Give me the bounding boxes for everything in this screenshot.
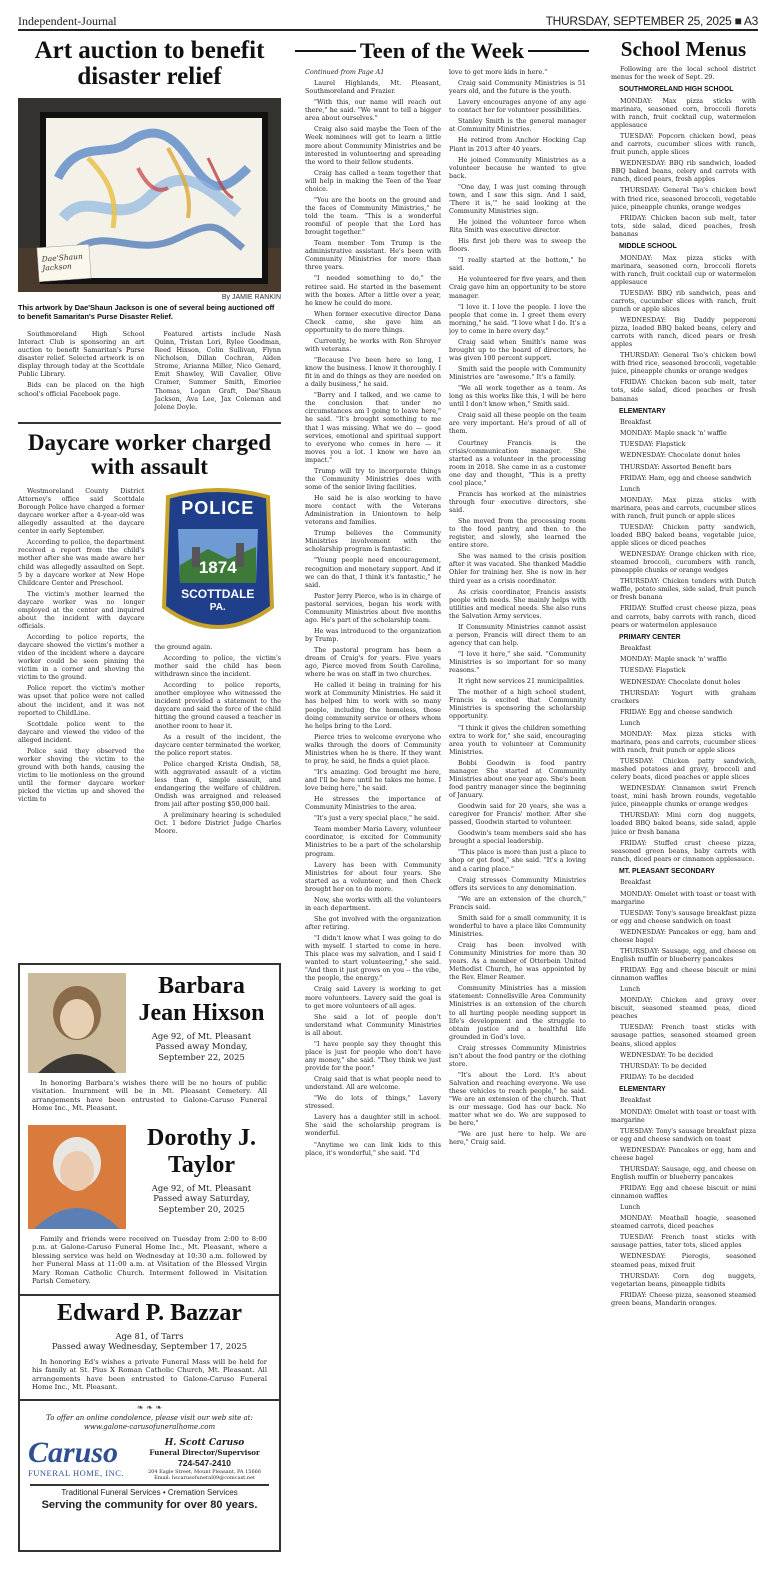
taylor-name: Dorothy J. Taylor — [147, 1124, 256, 1178]
teen-para: Goodwin's team members said she has brought a special leadership. — [449, 829, 586, 846]
hixson-name: Barbara Jean Hixson — [138, 973, 265, 1026]
taylor-photo — [28, 1125, 126, 1229]
menu-item: TUESDAY: Popcorn chicken bowl, peas and carrots, cucumber slices with ranch, fruit punch, apple slices — [611, 132, 756, 157]
daycare-para: According to police reports, the daycare showed the victim's mother a video of the incident where a daycare worker could be seen pinning the victim in a corner and shoving the victim to the ground. — [18, 633, 145, 682]
teen-col2-body — [449, 68, 586, 1147]
teen-para: It right now services 21 municipalities. — [458, 677, 585, 686]
taylor-text: Family and friends were received on Tuesday from 2:00 to 8:00 p.m. at Galone-Caruso Funeral Home Inc., Mt. Pleasant, where a blessing service was held on Wednesday at 10:30 a.m. followed by her Funeral Mass at 11:00 a.m. at Visitation of the Blessed Virgin Mary Roman Catholic Church. Interment followed in Visitation Parish Cemetery. — [32, 1234, 267, 1286]
teen-para: "It's about the Lord. It's about Salvation and reaching everyone. We use these vehicles to reach people," he said. "We are an extension of the church. That is our message. God has our back. No matter what we do. We are supposed to be here." — [449, 1070, 586, 1128]
menu-item: THURSDAY: Mini corn dog nuggets, loaded BBQ baked beans, side salad, apple juice or fresh banana — [611, 811, 756, 836]
teen-para: He stresses the importance of Community Ministries to the area. — [305, 795, 441, 812]
menu-section-title: SOUTHMORELAND HIGH SCHOOL — [619, 86, 734, 94]
menu-item: MONDAY: Max pizza sticks with marinara, peas and carrots, cucumber slices with ranch, fruit punch or apple slices — [611, 729, 756, 754]
art-col-right — [155, 330, 282, 414]
teen-para: Craig stresses Community Ministries isn't about the food pantry or the clothing store. — [449, 1043, 586, 1068]
menu-item: MONDAY: Omelet with toast or toast with margarine — [611, 889, 756, 906]
patch-top: POLICE — [181, 497, 255, 518]
teen-para: "We are an extension of the church," Francis said. — [449, 894, 586, 911]
menu-item: MONDAY: Meatball hoagie, seasoned steamed carrots, diced peaches — [611, 1214, 756, 1231]
menu-item: THURSDAY: Chicken tenders with Dutch waffle, potato smiles, side salad, fruit punch or fresh banana — [611, 577, 756, 602]
teen-para: "Anytime we can link kids to this place, it's wonderful," she said. "I'd — [305, 1140, 441, 1157]
patch-year: 1874 — [198, 557, 237, 577]
portrait-image — [28, 973, 126, 1073]
menu-item: WEDNESDAY: Big Daddy pepperoni pizza, loaded BBQ baked beans, celery and carrots with ranch, diced pears or fresh apples — [611, 315, 756, 349]
menu-item: Breakfast — [620, 644, 652, 653]
daycare-para: the ground again. — [154, 642, 213, 651]
police-patch — [158, 487, 278, 637]
teen-headline: Teen of the Week — [359, 38, 525, 64]
teen-para: "This place is more than just a place to shop or get food," she said. "It's a loving and a caring place." — [449, 848, 586, 873]
obit-info-line: September 20, 2025 — [158, 1203, 245, 1214]
teen-para: Bobbi Goodwin is food pantry manager. She started at Community Ministries about one year ago. She's been food pantry manager since the beginning of January. — [449, 758, 586, 799]
teen-para: "Young people need encouragement, recognition and monetary support. And if we can do that, I think it's fantastic," he said. — [305, 556, 441, 589]
teen-para: "It's amazing. God brought me here, and I'll be here until he takes me home. I love being here," he said. — [305, 767, 441, 793]
daycare-col-left — [18, 487, 145, 838]
menu-item: TUESDAY: Chicken patty sandwich, mashed potatoes and gravy, broccoli and celery boats, diced peaches or apple slices — [611, 757, 756, 782]
photo-byline: By JAMIE RANKIN — [221, 293, 281, 301]
teen-para: He joined Community Ministries as a volunteer because he wanted to give back. — [449, 155, 586, 180]
teen-para: "I needed something to do," the retiree said. He started in the basement with the boxes. After a little over a year, he knew he could do more. — [305, 274, 441, 307]
menu-item: TUESDAY: Flapstick — [620, 440, 686, 449]
daycare-para: According to police, the department received a report from the child's mother after she was made aware her child was allegedly assaulted on Sept. 5 by a daycare worker at New Hope Childcare Center and Preschool. — [18, 538, 145, 587]
funeral-home-logo: Caruso — [28, 1435, 119, 1469]
menu-item: FRIDAY: Egg and cheese biscuit or mini cinnamon waffles — [611, 1184, 756, 1201]
menu-item: WEDNESDAY: Pancakes or egg, ham and cheese bagel — [611, 1145, 756, 1162]
menu-item: WEDNESDAY: Pierogis, seasoned steamed peas, mixed fruit — [611, 1252, 756, 1269]
obit-info-line: Age 81, of Tarrs — [115, 1330, 184, 1341]
hixson-photo — [28, 973, 126, 1073]
menu-item: Breakfast — [620, 1096, 652, 1105]
hixson-text: In honoring Barbara's wishes there will be no hours of public visitation. Inurnment will be in Mt. Pleasant Cemetery. All arrangements have been entrusted to Galone-Caruso Funeral Home Inc., Mt. Pleasant. — [32, 1079, 267, 1113]
artwork-signature: Dae'Shaun Jackson — [41, 251, 84, 273]
teen-para: "We are just here to help. We are here," Craig said. — [449, 1130, 586, 1147]
teen-para: Goodwin said for 20 years, she was a caregiver for Francis' mother. After she passed, Goodwin started to volunteer. — [449, 802, 586, 827]
menu-item: TUESDAY: French toast sticks with sausage patties, seasoned steamed green beans, sliced apples — [611, 1023, 756, 1048]
menu-item: THURSDAY: General Tso's chicken bowl with fried rice, seasoned broccoli, vegetable juice, pineapple chunks or orange wedges — [611, 351, 756, 376]
obit-info-line: Age 92, of Mt. Pleasant — [151, 1182, 252, 1193]
daycare-para: As a result of the incident, the daycare center terminated the worker, the police report states. — [154, 732, 281, 757]
teen-para: Pastor Jerry Pierce, who is in charge of pastoral services, began his work with Community Ministries about five months ago. He's part of the scholarship team. — [305, 591, 441, 624]
left-column — [18, 38, 281, 960]
teen-headline-bar — [291, 38, 593, 64]
menu-item: MONDAY: Omelet with toast or toast with margarine — [611, 1107, 756, 1124]
daycare-para: According to police, the victim's mother said the child has been withdrawn since the incident. — [154, 654, 281, 679]
teen-col1-body — [305, 79, 441, 1157]
menu-item: WEDNESDAY: BBQ rib sandwich, loaded BBQ baked beans, celery and carrots with ranch, diced pears, fresh apples — [611, 159, 756, 184]
funeral-tagline: Serving the community for over 80 years. — [41, 1499, 258, 1512]
menu-item: TUESDAY: Tony's sausage breakfast pizza or egg and cheese sandwich on toast — [611, 1126, 756, 1143]
teen-para: He was introduced to the organization by Trump. — [305, 626, 441, 643]
menu-item: MONDAY: Maple snack 'n' waffle — [620, 655, 727, 664]
funeral-phone: 724-547-2410 — [178, 1457, 231, 1468]
teen-para: Courtney Francis is the crisis/communication manager. She started as a volunteer in the processing room in 2018. She came in as a customer one day and thought, "This is a pretty cool place." — [449, 438, 586, 487]
teen-para: As crisis coordinator, Francis assists people with needs. She mainly helps with utilities and medical needs. She also runs the Salvation Army services. — [449, 587, 586, 620]
menu-item: FRIDAY: Ham, egg and cheese sandwich — [620, 473, 752, 482]
teen-para: "I think it gives the children something extra to work for," she said, encouraging area youth to volunteer at Community Ministries. — [449, 723, 586, 756]
teen-para: Lavery encourages anyone of any age to contact her for volunteer possibilities. — [449, 98, 586, 115]
menu-section-title: MIDDLE SCHOOL — [619, 242, 677, 250]
menu-item: FRIDAY: Chicken bacon sub melt, tater tots, side salad, diced peaches, fresh bananas — [611, 213, 756, 238]
menu-item: THURSDAY: General Tso's chicken bowl with fried rice, seasoned broccoli, vegetable juice, pineapple chunks, orange wedges — [611, 186, 756, 211]
daycare-para: Police report the victim's mother was upset that police were not called about the incident, and it was not reported to ChildLine. — [18, 684, 145, 717]
teen-para: Craig said Lavery is working to get more volunteers. Lavery said the goal is to get more volunteers of all ages. — [305, 985, 441, 1010]
menu-item: FRIDAY: Stuffed crust cheese pizza, peas and carrots, baby carrots with ranch, diced pears or watermelon applesauce — [611, 604, 756, 629]
menu-item: WEDNESDAY: To be decided — [620, 1050, 714, 1059]
menu-item: WEDNESDAY: Orange chicken with rice, steamed broccoli, cucumbers with ranch, pineapple chunks or orange wedges — [611, 550, 756, 575]
teen-para: Craig said when Smith's name was brought up to the board of directors, he was given 100 percent support. — [449, 337, 586, 362]
teen-column-2 — [449, 68, 586, 1568]
teen-para: He joined the volunteer force when Rita Smith was executive director. — [449, 218, 586, 235]
daycare-para: Westmoreland County District Attorney's office said Scottdale Borough Police have charged a former daycare worker after a 4-year-old was allegedly assaulted at the daycare center in early September. — [18, 486, 145, 536]
photo-caption: This artwork by Dae'Shaun Jackson is one of several being auctioned off to benefit Samaritan's Purse Disaster Relief. — [18, 303, 275, 322]
daycare-para: The victim's mother learned the daycare worker was no longer employed at the center and inquired about the incident with daycare officials. — [18, 589, 145, 630]
teen-para: Pierce tries to welcome everyone who walks through the doors of Community Ministries when he is there. If they want to pray, he said, he finds a quiet place. — [305, 732, 441, 765]
menus-intro: Following are the local school district menus for the week of Sept. 29. — [611, 65, 756, 82]
daycare-para: Police charged Krista Ondish, 58, with aggravated assault of a victim less than 6, simple assault, and endangering the welfare of children. Ondish was arraigned and released from jail after posting $50,000 bail. — [154, 759, 281, 809]
teen-para: When former executive director Dana Check came, she gave him an opportunity to do more things. — [305, 309, 441, 334]
teen-para: Craig said all these people on the team are very important. He's proud of all of them. — [449, 411, 586, 436]
menu-item: TUESDAY: Tony's sausage breakfast pizza or egg and cheese sandwich on toast — [611, 908, 756, 925]
menu-item: FRIDAY: Stuffed crust cheese pizza, seasoned green beans, baby carrots with ranch, diced pears or cinnamon applesauce. — [611, 838, 756, 863]
teen-para: He volunteered for five years, and then Craig gave him an opportunity to be store manager. — [449, 275, 586, 300]
menu-item: FRIDAY: Egg and cheese biscuit or mini cinnamon waffles — [611, 966, 756, 983]
date-page: THURSDAY, SEPTEMBER 25, 2025 ■ A3 — [545, 14, 758, 28]
teen-para: "With this, our name will reach out there," he said. "We want to tell a bigger area about ourselves." — [305, 98, 441, 123]
teen-para: He called it being in training for his work at Community Ministries. He said it has helped him to work with so many people, including the homeless, those doing community service or others whom he helps bring to the Lord. — [305, 681, 441, 730]
funeral-address: 204 Eagle Street, Mount Pleasant, PA 15666 — [147, 1468, 262, 1475]
menu-item: FRIDAY: To be decided — [620, 1072, 694, 1081]
menu-section-title: ELEMENTARY — [619, 1085, 666, 1093]
menu-item: TUESDAY: Chicken patty sandwich, loaded BBQ baked beans, vegetable juice, apple slices or diced peaches — [611, 522, 756, 548]
menu-section-title: PRIMARY CENTER — [619, 633, 681, 641]
menu-item: MONDAY: Maple snack 'n' waffle — [620, 429, 727, 438]
teen-para: Team member Maria Lavery, volunteer coordinator, is excited for Community Ministries to be a part of the scholarship program. — [305, 825, 441, 858]
menu-item: MONDAY: Max pizza sticks with marinara, peas and carrots, cucumber slices with ranch, fruit punch or apple slices — [611, 495, 756, 520]
teen-para: Smith said for a small community, it is wonderful to have a place like Community Ministries. — [449, 913, 586, 938]
funeral-email: Email: hscarusofuneral09@comcast.net — [154, 1474, 255, 1481]
continued-line: Continued from Page A1 — [305, 68, 385, 76]
bazzar-text: In honoring Ed's wishes a private Funeral Mass will be held for his family at St. Pius X Roman Catholic Church, Mt. Pleasant. All arrangements have been entrusted to Galone-Caruso Funeral Home Inc., Mt. Pleasant. — [32, 1357, 267, 1392]
paper-name: Independent-Journal — [18, 14, 117, 28]
teen-para: He retired from Anchor Hocking Cap Plant in 2013 after 40 years. — [449, 136, 586, 153]
menu-item: MONDAY: Chicken and gravy over biscuit, seasoned steamed peas, diced peaches — [611, 996, 756, 1021]
menu-item: THURSDAY: Corn dog nuggets, vegetarian beans, pineapple tidbits — [611, 1271, 756, 1288]
teen-para: love to get more kids in here." — [449, 68, 548, 76]
menu-item: Lunch — [620, 985, 641, 994]
menu-item: THURSDAY: Assorted Benefit bars — [620, 462, 732, 471]
ornament-divider: ❧ ❧ ❧ — [136, 1402, 163, 1412]
menu-item: WEDNESDAY: Chocolate donut holes — [620, 677, 741, 686]
menus-column — [611, 38, 756, 1573]
teen-para: "We all work together as a team. As long as this works like this, I will be here until I don't know when," Smith said. — [449, 384, 586, 409]
obit-info-line: Passed away Monday, — [155, 1041, 248, 1052]
teen-para: He said he is also working to have more contact with the Veterans Administration in Uniontown to help veterans and families. — [305, 494, 441, 527]
masthead — [18, 13, 758, 31]
menu-item: TUESDAY: French toast sticks with sausage patties, tater tots, sliced apples — [611, 1233, 756, 1250]
art-headline: Art auction to benefit disaster relief — [34, 38, 265, 91]
menu-item: FRIDAY: Cheese pizza, seasoned steamed green beans, Mandarin oranges. — [611, 1290, 756, 1307]
menu-item: WEDNESDAY: Pancakes or egg, ham and cheese bagel — [611, 927, 756, 944]
teen-para: "You are the boots on the ground and the faces of Community Ministries," he told the team. "This is a wonderful roomful of people that the Lord has brought together." — [305, 195, 441, 237]
teen-para: "Barry and I talked, and we came to the conclusion that under no circumstances am I going to leave here," he said. "It's brought something to me that I was missing. What we do — good services, emotional and spiritual support to everyone who comes in here — it moves you a lot. I know we have an impact." — [305, 391, 441, 464]
teen-para: Craig also said maybe the Teen of the Week nominees will get to learn a little more about Community Ministries and be interested in volunteering and spreading the word to their fellow students. — [305, 125, 441, 166]
teen-para: Trump will try to incorporate things the Community Ministries does with some of the senior living facilities. — [305, 466, 441, 491]
teen-para: Laurel Highlands, Mt. Pleasant, Southmoreland and Frazier. — [305, 79, 441, 96]
teen-para: "One day, I was just coming through town, and I saw this sign. And I said, 'There it is,'" he said looking at the Community Ministries sign. — [449, 182, 586, 215]
teen-para: Currently, he works with Ron Shroyer with veterans. — [305, 336, 441, 353]
menu-item: THURSDAY: Sausage, egg, and cheese on English muffin or blueberry pancakes — [611, 946, 756, 963]
teen-para: Trump believes the Community Ministries involvement with the scholarship program is fantastic. — [305, 529, 441, 554]
obit-info-line: Passed away Wednesday, September 17, 2025 — [51, 1341, 248, 1352]
portrait-image — [28, 1125, 126, 1229]
menu-item: Lunch — [620, 718, 641, 727]
director-name: H. Scott Caruso — [164, 1437, 245, 1448]
teen-para: Craig said Community Ministries is 51 years old, and the future is the youth. — [449, 79, 586, 96]
teen-para: Lavery has been with Community Ministries for about four years. She started as a volunteer, and then Check brought her on to do more. — [305, 860, 441, 893]
menus-body — [611, 86, 756, 1307]
menu-item: THURSDAY: To be decided — [620, 1061, 707, 1070]
teen-para: She got involved with the organization after retiring. — [305, 914, 441, 931]
teen-para: Lavery has a daughter still in school. She said the scholarship program is wonderful. — [305, 1113, 441, 1138]
teen-para: Team member Tom Trump is the administrative assistant. He's been with Community Ministries for more than three years. — [305, 239, 441, 272]
teen-para: Community Ministries has a mission statement: Connellsville Area Community Ministries is an extension of the church to all hurting people needing support in life's development and the struggle to obtain justice and a healthful life grounded in God's love. — [449, 984, 586, 1041]
daycare-headline: Daycare worker charged with assault — [27, 429, 272, 479]
teen-para: Craig stresses Community Ministries offers its services to any denomination. — [449, 875, 586, 892]
menus-headline: School Menus — [620, 38, 747, 61]
teen-para: If Community Ministries cannot assist a person, Francis will direct them to an agency that can help. — [449, 622, 586, 647]
menu-item: MONDAY: Max pizza sticks with marinara, seasoned corn, broccoli florets with ranch, fruit cocktail cup, watermelon applesauce — [611, 96, 756, 130]
obit-info-line: Passed away Saturday, — [153, 1193, 250, 1204]
teen-column-1 — [305, 68, 441, 1568]
teen-para: "We do lots of things," Lavery stressed. — [305, 1094, 441, 1111]
patch-state: PA. — [209, 601, 226, 613]
daycare-para: According to police reports, another employee who witnessed the incident provided a statement to the daycare and said the force of the child hitting the ground caused a teacher in another room to hear it. — [154, 681, 281, 730]
director-title: Funeral Director/Supervisor — [149, 1448, 260, 1458]
art-col-left — [18, 330, 145, 414]
patch-city: SCOTTDALE — [181, 586, 255, 601]
daycare-para: A preliminary hearing is scheduled Oct. 1 before District Judge Charles Moore. — [154, 811, 281, 836]
teen-para: His first job there was to sweep the floors. — [449, 237, 586, 254]
menu-item: Breakfast — [620, 878, 652, 887]
menu-item: Lunch — [620, 1203, 641, 1212]
menu-item: TUESDAY: Flapstick — [620, 666, 686, 675]
menu-item: MONDAY: Max pizza sticks with marinara, seasoned corn, broccoli florets with ranch, fruit cocktail cup or watermelon applesauce — [611, 253, 756, 286]
menu-item: Breakfast — [620, 418, 652, 427]
art-para: Featured artists include Nash Quinn, Tristan Lori, Rylee Goodman, Reed Hixson, Colin Sullivan, Flynn Nicholson, Dillan Cochran, Aiden Strome, Arianna Miller, Nico Genard, Emit Shawley, Will Cavalier, Olive Cramer, Summer Smith, Emoriee Thomas, Logan Graft, Dae'Shaun Jackson, Ava Lee, Jax Coleman and Jolene Doyle. — [154, 330, 281, 411]
condolence-note: To offer an online condolence, please visit our web site at: www.galone-carusofuneralhome.com — [46, 1413, 253, 1431]
daycare-para: Scottdale police went to the daycare and viewed the video of the alleged incident. — [18, 719, 145, 744]
teen-para: She said a lot of people don't understand what Community Ministries is all about. — [305, 1012, 441, 1037]
menu-item: TUESDAY: BBQ rib sandwich, peas and carrots, cucumber slices with ranch, fruit punch or apple slices — [611, 288, 756, 313]
teen-para: Craig has been involved with Community Ministries for more than 30 years. As a member of Otterbein United Methodist Church, he was appointed by the Rev. Elmer Reamer. — [449, 941, 586, 982]
teen-para: Stanley Smith is the general manager at Community Ministries. — [449, 117, 586, 134]
obit-info-line: September 22, 2025 — [158, 1051, 245, 1062]
menu-item: WEDNESDAY: Cinnamon swirl French toast, mini hash brown rounds, vegetable juice, pineapple chunks or orange wedges — [611, 784, 756, 809]
daycare-para: Police said they observed the worker shoving the victim to the ground with both hands, causing the victim to lie motionless on the ground until the former daycare worker picked the victim up and shoved the victim to — [18, 746, 145, 804]
teen-para: She was named to the crisis position after it was vacated. She thanked Maddie Ohler for training her. She is now in her third year as a crisis coordinator. — [449, 552, 586, 585]
menu-item: THURSDAY: Yogurt with graham crackers — [611, 688, 756, 705]
teen-para: Smith said the people with Community Ministries are "awesome." It's a family. — [449, 365, 586, 382]
bazzar-name: Edward P. Bazzar — [56, 1299, 243, 1326]
teen-para: Craig has called a team together that will help in making the Teen of the Year choice. — [305, 168, 441, 193]
teen-para: "I love it here," she said. "Community Ministries is so important for so many reasons." — [449, 650, 586, 675]
funeral-services: Traditional Funeral Services • Cremation Services — [61, 1488, 238, 1498]
menu-item: WEDNESDAY: Chocolate donut holes — [620, 451, 741, 460]
teen-para: She moved from the processing room to the food pantry, and then to the register, and slowly, she learned the entire store. — [449, 517, 586, 550]
menu-item: THURSDAY: Sausage, egg, and cheese on English muffin or blueberry pancakes — [611, 1164, 756, 1181]
teen-para: "It's just a very special place," he said. — [314, 814, 440, 823]
teen-para: "I really started at the bottom," he said. — [449, 256, 586, 273]
menu-item: FRIDAY: Egg and cheese sandwich — [620, 707, 733, 716]
teen-para: "I love it. I love the people. I love the people that come in. I greet them every morning," he said. "I love what I do. It's a joy to come in here every day." — [449, 302, 586, 335]
menu-section-title: ELEMENTARY — [619, 407, 666, 415]
teen-para: "I have people say they thought this place is just for people who don't have any money," she said. "They think we just provide for the poor." — [305, 1039, 441, 1072]
art-para: Southmoreland High School Interact Club is sponsoring an art auction to benefit Samaritan's Purse disaster relief. Selected artwork is on display through today at the Scottdale Public Library. — [18, 330, 145, 379]
teen-para: The pastoral program has been a dream of Craig's for years. Five years ago, Pierce moved from South Carolina, where he was on staff in two churches. — [305, 646, 441, 679]
obit-info-line: Age 92, of Mt. Pleasant — [151, 1030, 252, 1041]
menu-item: Lunch — [620, 484, 641, 493]
daycare-col-right — [155, 487, 282, 838]
menu-section-title: MT. PLEASANT SECONDARY — [619, 867, 715, 875]
funeral-home-sub: FUNERAL HOME, INC. — [28, 1467, 125, 1478]
teen-para: Francis has worked at the ministries through four executive directors, she said. — [449, 489, 586, 514]
teen-para: The mother of a high school student, Francis is excited that Community Ministries is sponsoring the scholarship opportunity. — [449, 688, 586, 721]
menu-item: FRIDAY: Chicken bacon sub melt, tater tots, side salad, diced peaches or fresh bananas — [611, 378, 756, 403]
teen-para: Craig said that is what people need to understand. All are welcome. — [305, 1075, 441, 1092]
art-para: Bids can be placed on the high school's official Facebook page. — [18, 381, 145, 398]
teen-para: "Because I've been here so long, I know the business. I know it thoroughly. I fit in and do things as they are needed on a daily business," he said. — [305, 356, 441, 389]
teen-para: Now, she works with all the volunteers in each department. — [305, 895, 441, 912]
teen-para: "I didn't know what I was going to do with myself. I started to come in here. This place was my salvation, and I said I wanted to start volunteering," she said. "And then it just grows on you -- the vibe, the people, the energy." — [305, 934, 441, 983]
artwork-photo — [18, 98, 281, 292]
obituary-box — [18, 963, 281, 1552]
